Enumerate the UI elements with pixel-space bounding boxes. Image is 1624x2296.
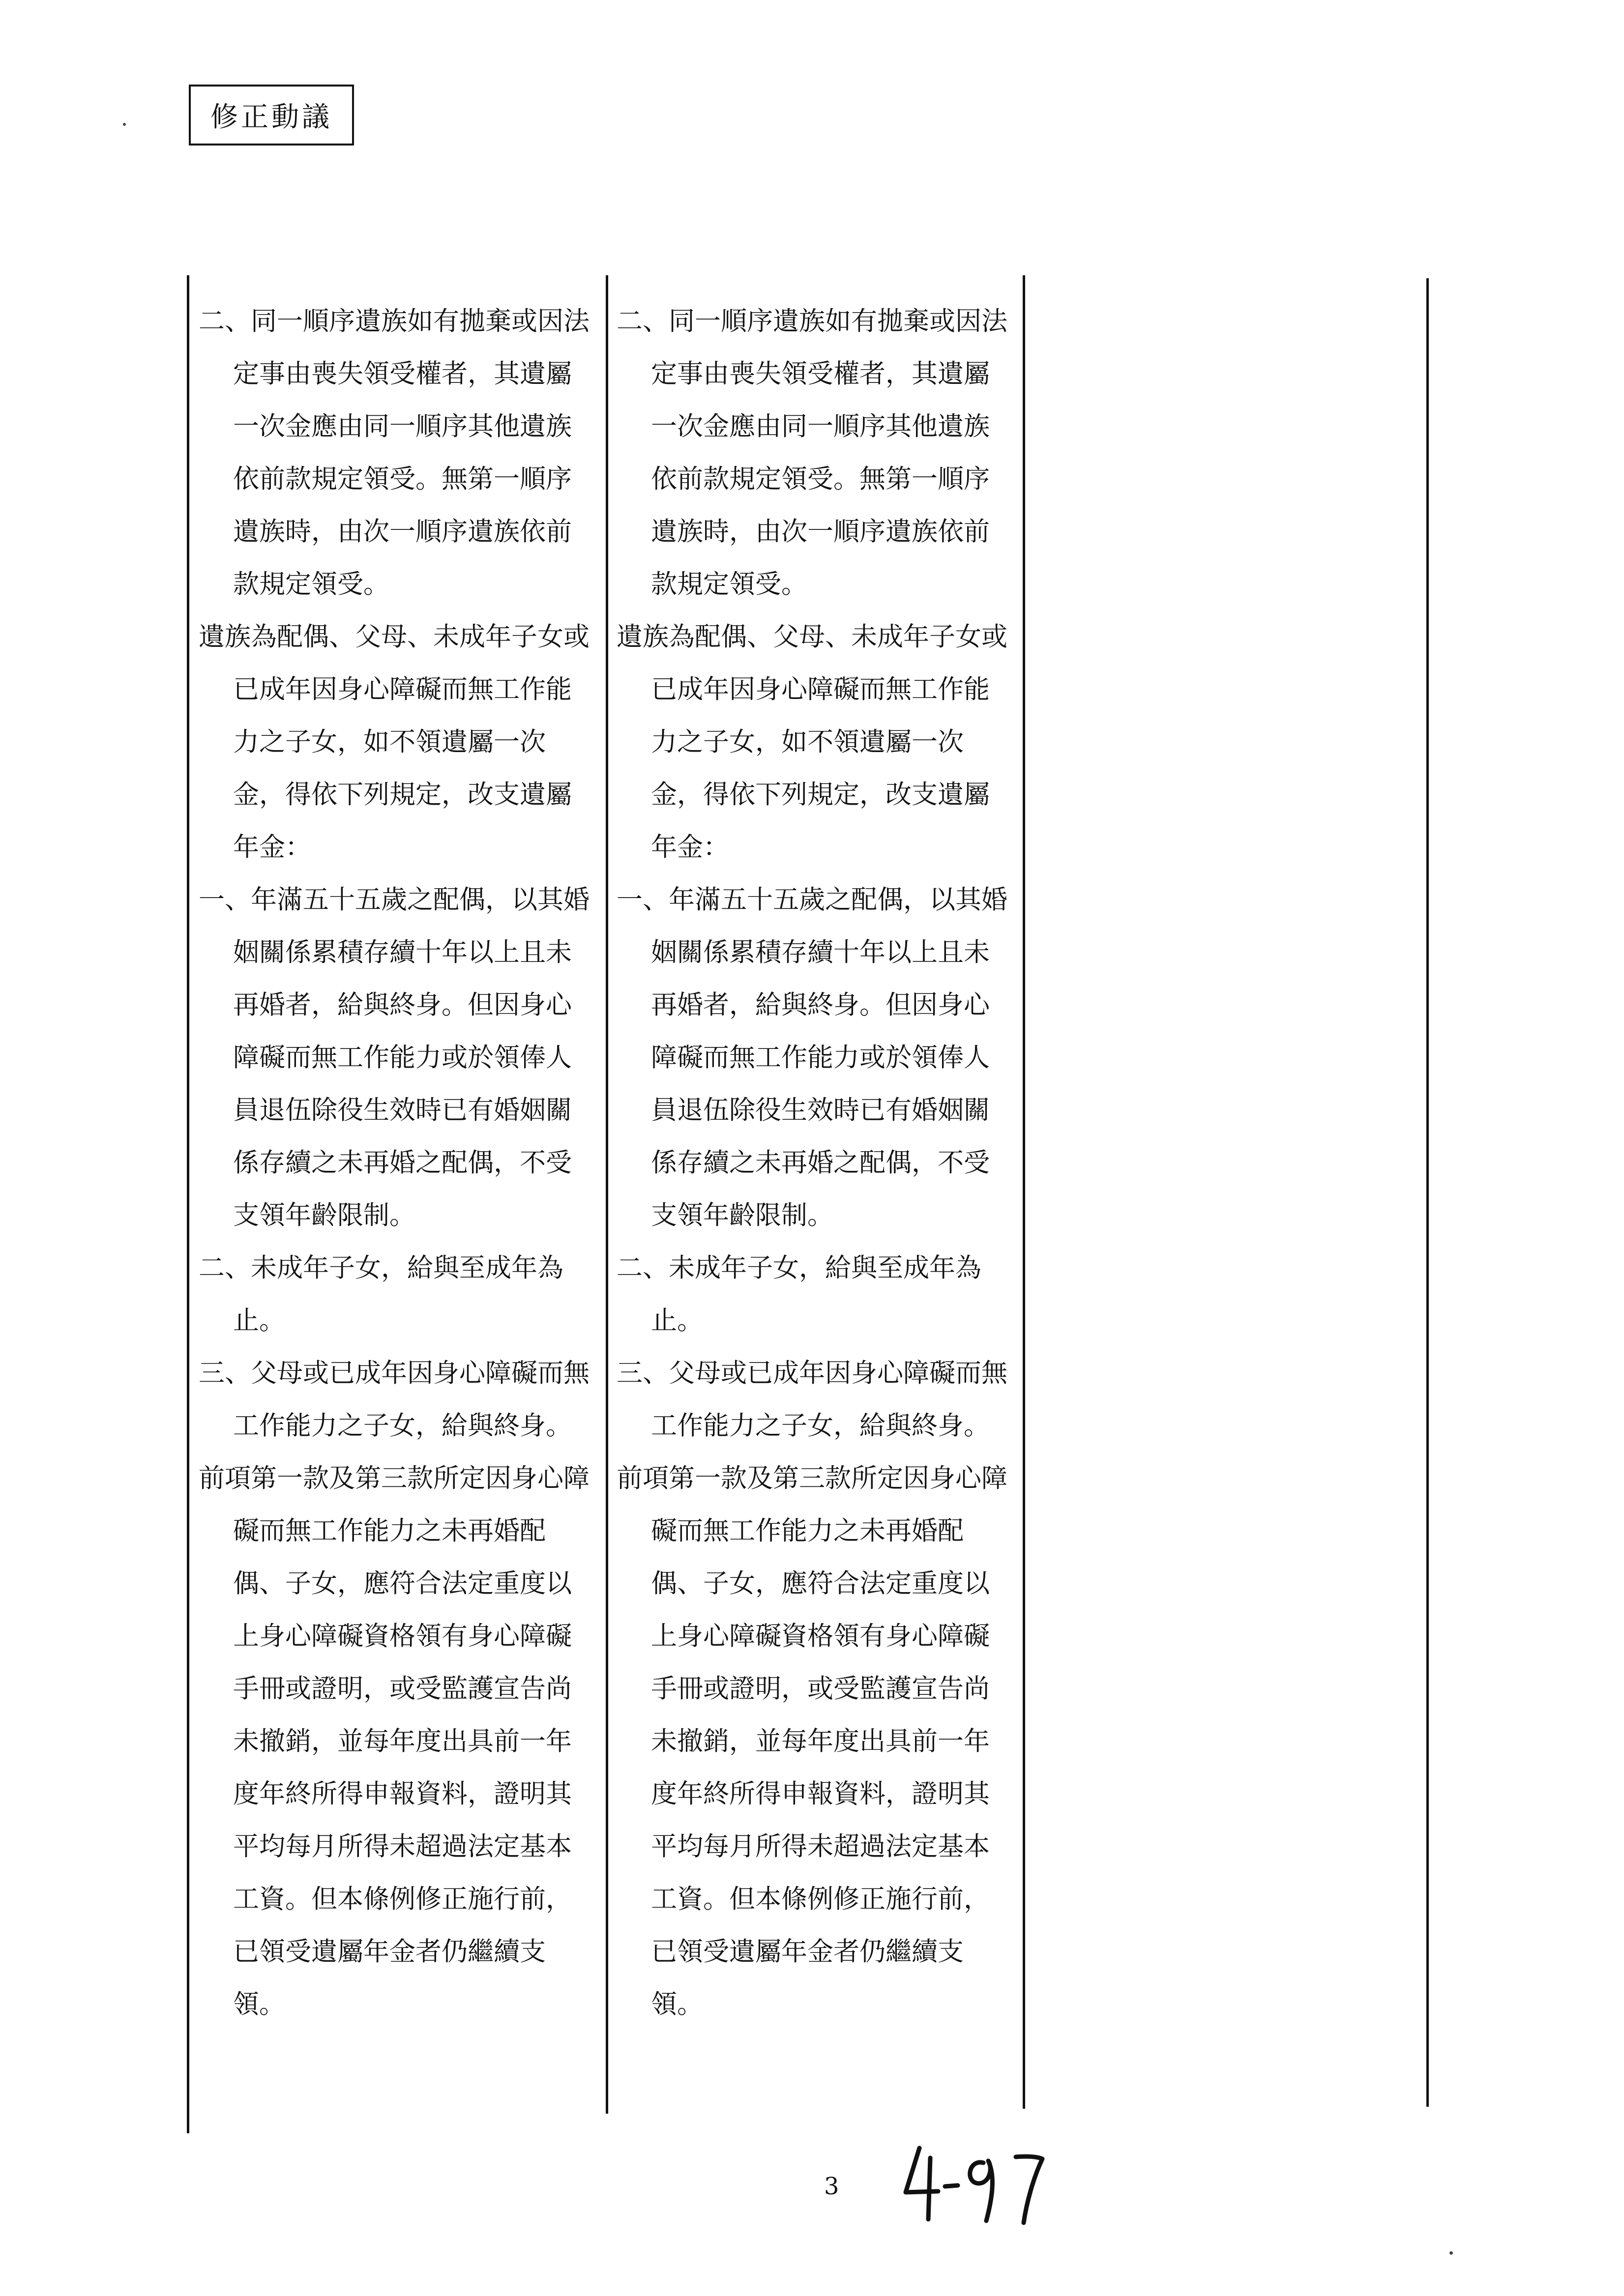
paragraph: 二、未成年子女，給與至成年為止。: [617, 1253, 981, 1336]
text-column-revised: [199, 295, 592, 2031]
motion-label: [189, 85, 354, 145]
scan-speck: [1449, 2251, 1453, 2255]
column-divider-far-right: [1426, 278, 1429, 2107]
paragraph: 二、未成年子女，給與至成年為止。: [199, 1253, 563, 1336]
paragraph: 三、父母或已成年因身心障礙而無工作能力之子女，給與終身。: [617, 1358, 1007, 1441]
paragraph: 一、年滿五十五歲之配偶，以其婚姻關係累積存續十年以上且未再婚者，給與終身。但因身心障礙而無工作能力或於領俸人員退伍除役生效時已有婚姻關係存續之未再婚之配偶，不受支領年齡限制。: [199, 885, 590, 1230]
text-column-original: [617, 295, 1010, 2031]
paragraph: 遺族為配偶、父母、未成年子女或已成年因身心障礙而無工作能力之子女，如不領遺屬一次金，得依下列規定，改支遺屬年金：: [199, 622, 590, 862]
handwritten-note: [900, 2128, 1047, 2227]
column-divider-right: [1023, 275, 1025, 2109]
motion-label-text: 修正動議: [210, 101, 332, 133]
column-divider-left: [187, 275, 189, 2133]
column-divider-middle: [606, 275, 608, 2114]
paragraph: 前項第一款及第三款所定因身心障礙而無工作能力之未再婚配偶、子女，應符合法定重度以上身心障礙資格領有身心障礙手冊或證明，或受監護宣告尚未撤銷，並每年度出具前一年度年終所得申報資料，證明其平均每月所得未超過法定基本工資。但本條例修正施行前，已領受遺屬年金者仍繼續支領。: [617, 1463, 1007, 2019]
scan-speck: [123, 123, 126, 126]
paragraph: 二、同一順序遺族如有拋棄或因法定事由喪失領受權者，其遺屬一次金應由同一順序其他遺族依前款規定領受。無第一順序遺族時，由次一順序遺族依前款規定領受。: [617, 306, 1007, 599]
paragraph: 一、年滿五十五歲之配偶，以其婚姻關係累積存續十年以上且未再婚者，給與終身。但因身心障礙而無工作能力或於領俸人員退伍除役生效時已有婚姻關係存續之未再婚之配偶，不受支領年齡限制。: [617, 885, 1007, 1230]
paragraph: 二、同一順序遺族如有拋棄或因法定事由喪失領受權者，其遺屬一次金應由同一順序其他遺族依前款規定領受。無第一順序遺族時，由次一順序遺族依前款規定領受。: [199, 306, 590, 599]
page-number: 3: [824, 2173, 839, 2200]
paragraph: 前項第一款及第三款所定因身心障礙而無工作能力之未再婚配偶、子女，應符合法定重度以上身心障礙資格領有身心障礙手冊或證明，或受監護宣告尚未撤銷，並每年度出具前一年度年終所得申報資料，證明其平均每月所得未超過法定基本工資。但本條例修正施行前，已領受遺屬年金者仍繼續支領。: [199, 1463, 590, 2019]
paragraph: 遺族為配偶、父母、未成年子女或已成年因身心障礙而無工作能力之子女，如不領遺屬一次金，得依下列規定，改支遺屬年金：: [617, 622, 1007, 862]
paragraph: 三、父母或已成年因身心障礙而無工作能力之子女，給與終身。: [199, 1358, 590, 1441]
